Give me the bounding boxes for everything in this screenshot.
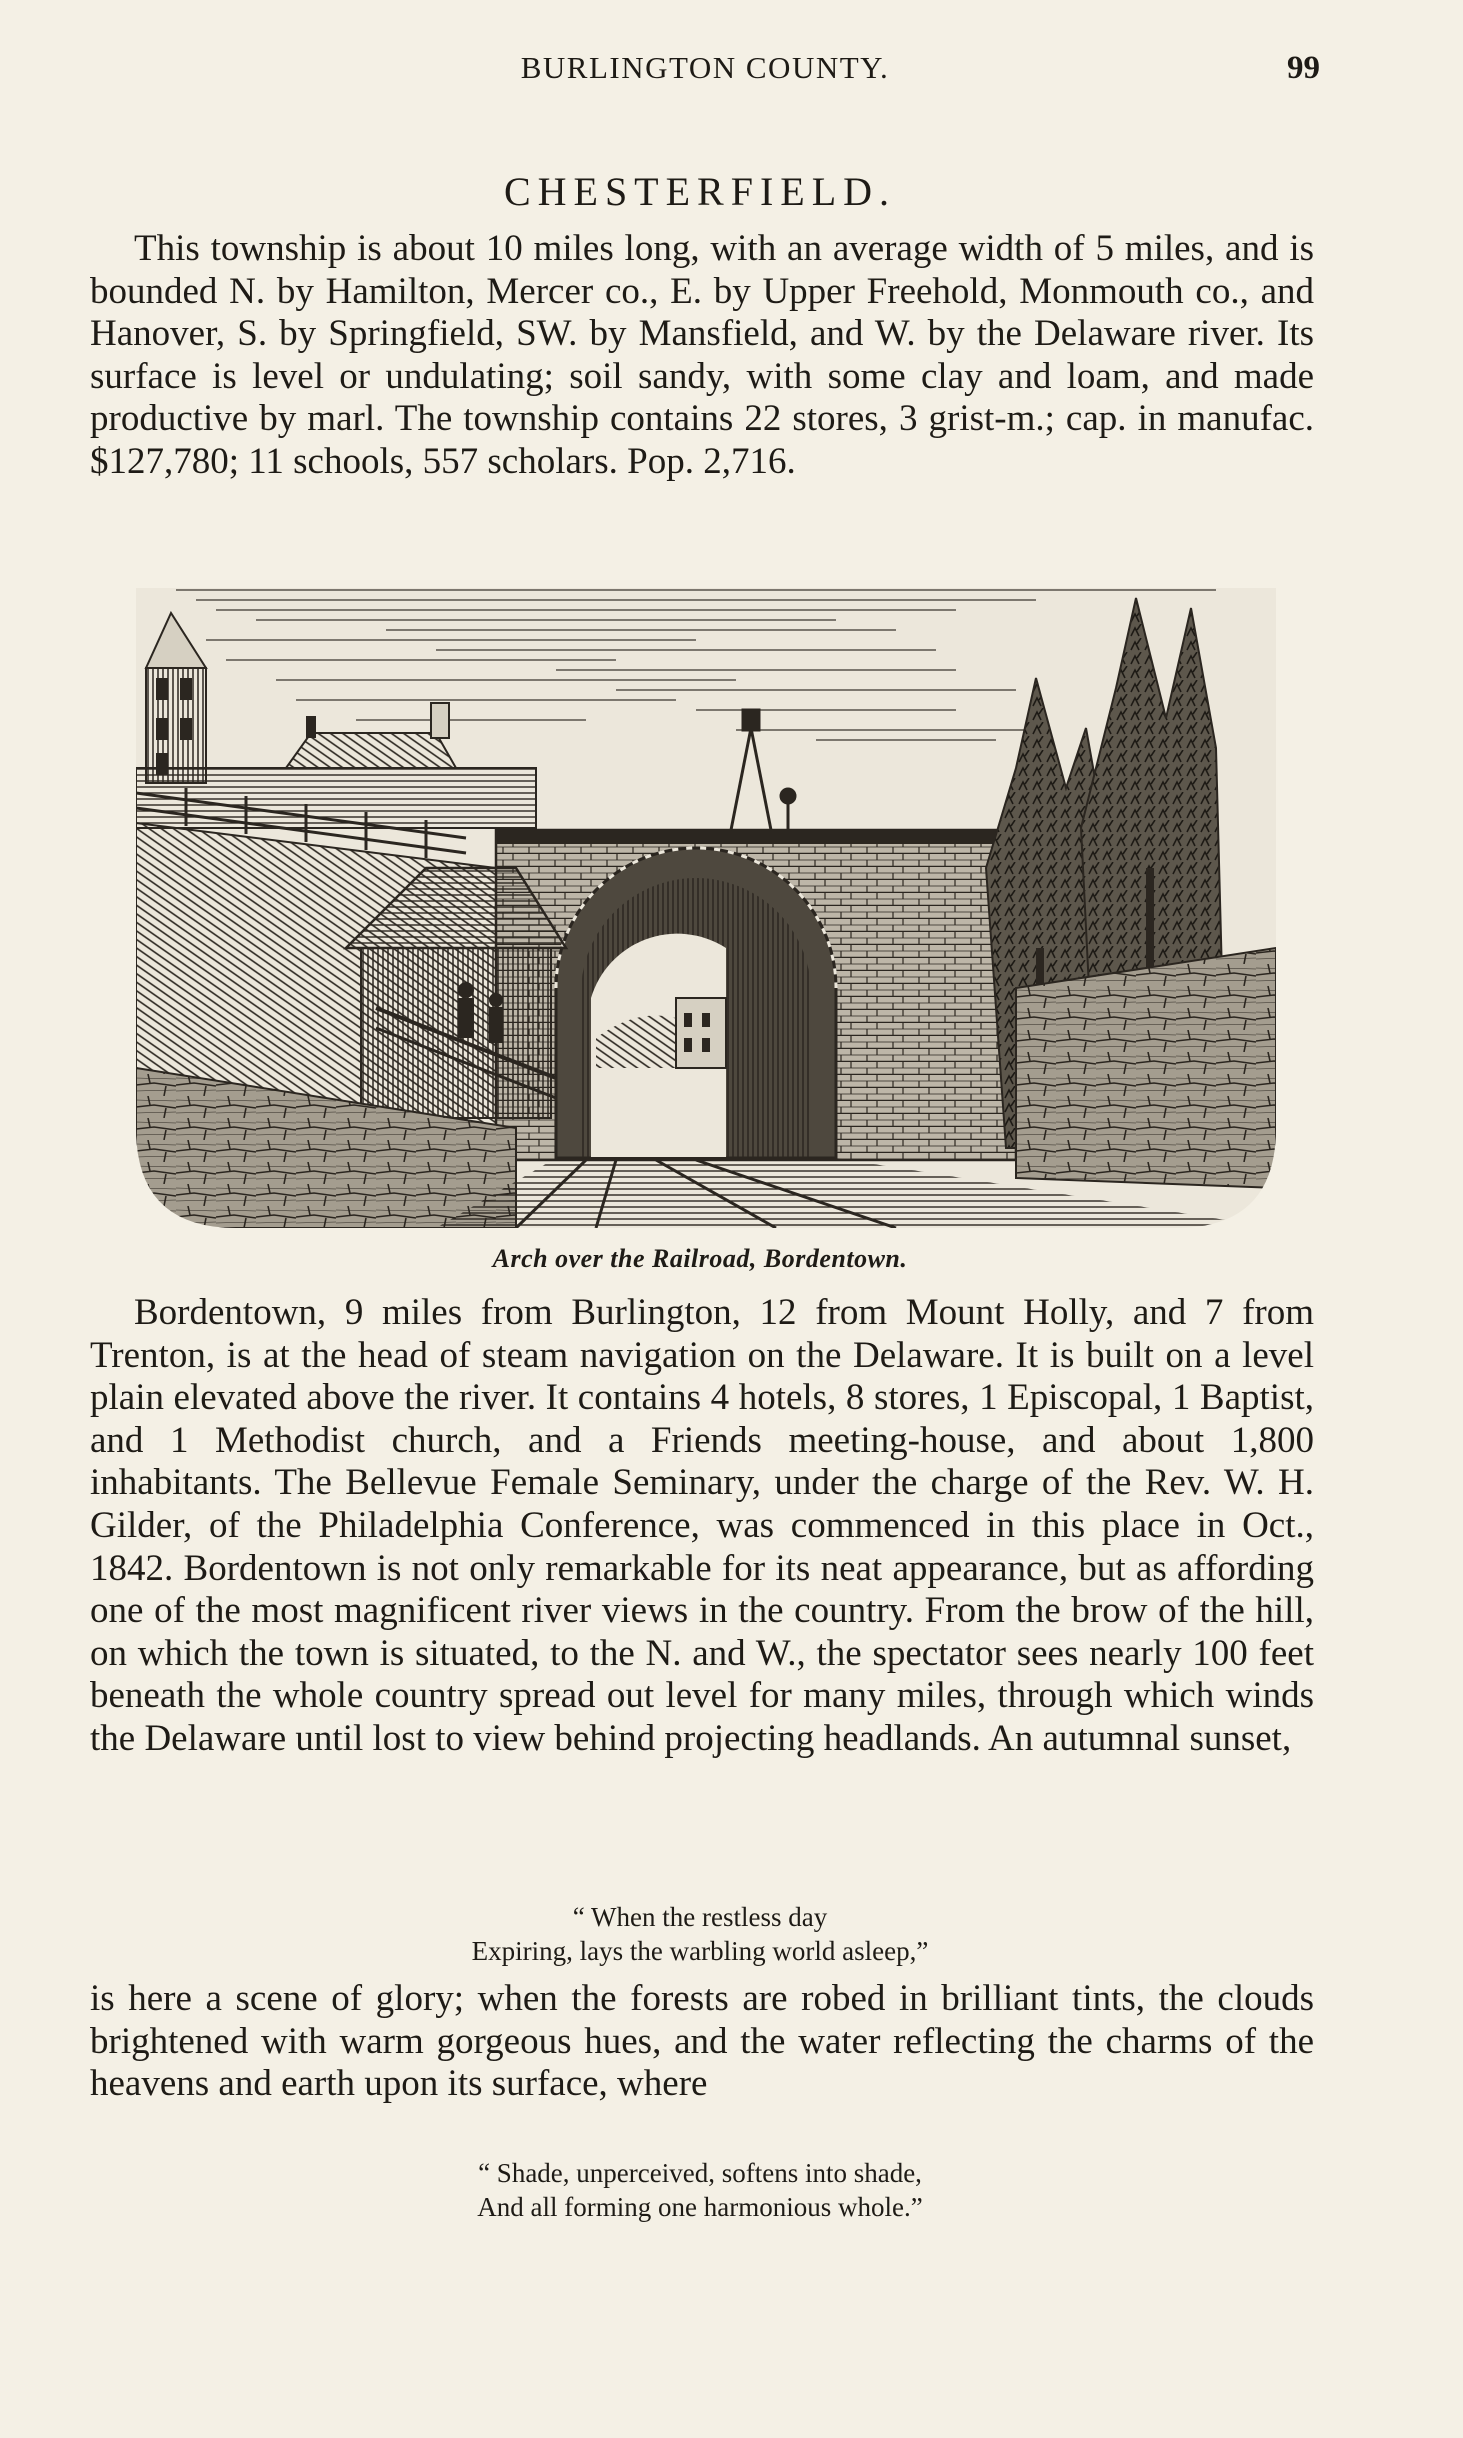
chesterfield-paragraph	[90, 228, 1314, 484]
section-title: CHESTERFIELD.	[503, 169, 897, 214]
engraving-scene	[136, 568, 1276, 1228]
verse-line: Expiring, lays the warbling world asleep,”	[471, 1936, 929, 1966]
verse-quotation-2	[0, 2156, 1400, 2224]
bordentown-paragraph	[90, 1292, 1314, 1761]
running-head	[90, 50, 1320, 90]
verse-quotation-1	[0, 1900, 1400, 1968]
arch-engraving-illustration	[136, 568, 1276, 1228]
paragraph-text: is here a scene of glory; when the forests are robed in brilliant tints, the clouds brightened with warm gorgeous hues, and the water reflecting the charms of the heavens and earth upon its surface, where	[90, 1978, 1314, 2105]
verse-line: “ Shade, unperceived, softens into shade,	[478, 2158, 922, 2188]
illustration-caption: Arch over the Railroad, Bordentown.	[492, 1244, 908, 1273]
page-number: 99	[1287, 50, 1320, 86]
paragraph-text: This township is about 10 miles long, with an average width of 5 miles, and is bounded N. by Hamilton, Mercer co., E. by Upper Freehold, Monmouth co., and Hanover, S. by Springfield, SW. by Mansfield, and W. by the Delaware river. Its surface is level or undulating; soil sandy, with some clay and loam, and made productive by marl. The township contains 22 stores, 3 grist-m.; cap. in manufac. $127,780; 11 schools, 557 scholars. Pop. 2,716.	[90, 228, 1314, 482]
railroad-arch	[556, 848, 836, 1158]
verse-line: And all forming one harmonious whole.”	[477, 2192, 923, 2222]
paragraph-text: Bordentown, 9 miles from Burlington, 12 from Mount Holly, and 7 from Trenton, is at the head of steam navigation on the Delaware. It is built on a level plain elevated above the river. It contains 4 hotels, 8 stores, 1 Episcopal, 1 Baptist, and 1 Methodist church, and a Friends meeting-house, and about 1,800 inhabitants. The Bellevue Female Seminary, under the charge of the Rev. W. H. Gilder, of the Philadelphia Conference, was commenced in this place in Oct., 1842. Bordentown is not only remarkable for its neat appearance, but as affording one of the most magnificent river views in the country. From the brow of the hill, on which the town is situated, to the N. and W., the spectator sees nearly 100 feet beneath the whole country spread out level for many miles, through which winds the Delaware until lost to view behind projecting headlands. An autumnal sunset,	[90, 1292, 1314, 1759]
verse-line: “ When the restless day	[572, 1902, 828, 1932]
running-title: BURLINGTON COUNTY.	[520, 50, 890, 85]
autumn-paragraph	[90, 1978, 1314, 2106]
